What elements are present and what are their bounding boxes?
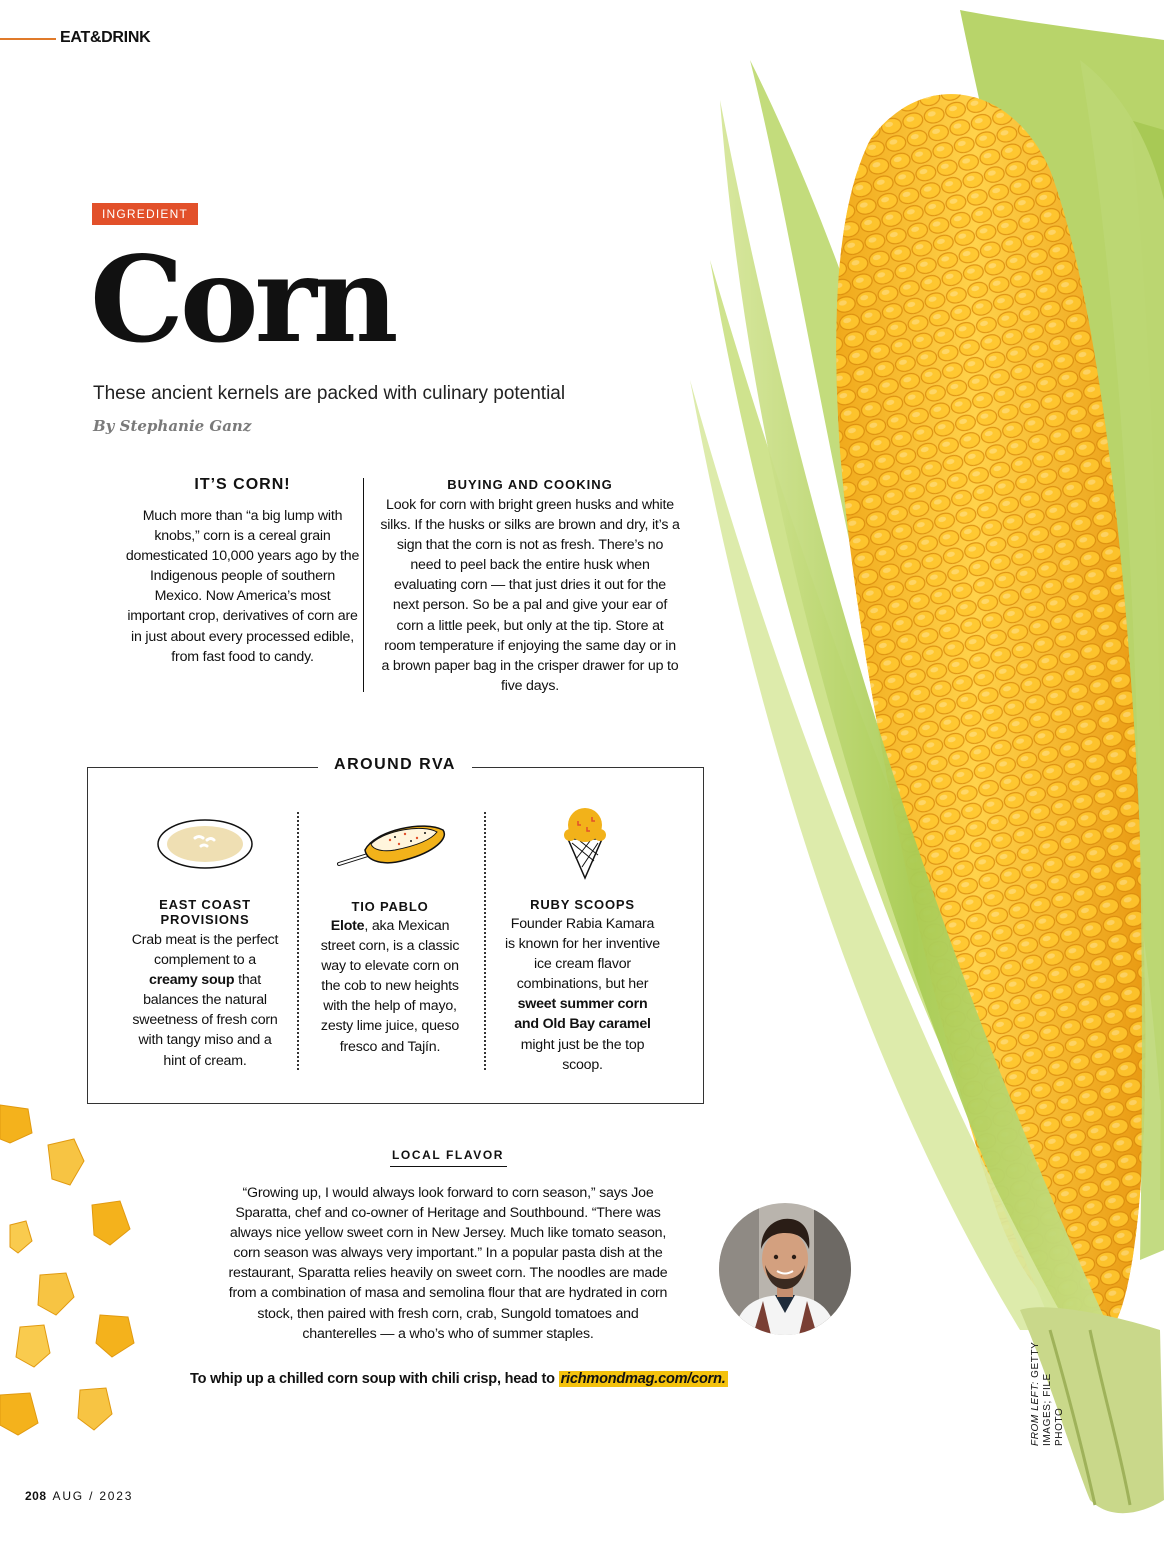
deck: These ancient kernels are packed with culinary potential xyxy=(93,383,566,404)
category-tag: INGREDIENT xyxy=(92,203,198,225)
chef-portrait-photo xyxy=(719,1203,851,1335)
byline: By Stephanie Ganz xyxy=(93,417,252,435)
venue-name-east-coast-provisions: EAST COAST PROVISIONS xyxy=(159,897,251,927)
headline: Corn xyxy=(90,230,395,369)
ice-cream-cone-icon xyxy=(560,803,610,880)
venue-body-east-coast-provisions: Crab meat is the perfect complement to a creamy soup that balances the natural sweetness of fresh corn with tangy miso and a hint of cream. xyxy=(131,932,279,1069)
column-heading-its-corn: IT’S CORN! xyxy=(194,476,291,493)
local-flavor-underline xyxy=(390,1166,507,1167)
around-rva-heading: AROUND RVA xyxy=(318,754,472,776)
column-heading-buying-cooking: BUYING AND COOKING xyxy=(447,477,613,492)
soup-bowl-icon xyxy=(155,818,255,873)
call-to-action: To whip up a chilled corn soup with chili crisp, head to richmondmag.com/corn. xyxy=(190,1371,726,1387)
photo-credit: FROM LEFT: GETTY IMAGES; FILE PHOTO xyxy=(1030,1341,1065,1446)
corn-kernels-photo xyxy=(0,1095,150,1475)
dotted-divider xyxy=(484,812,486,1070)
local-flavor-heading: LOCAL FLAVOR xyxy=(391,1148,505,1162)
column-body-its-corn: Much more than “a big lump with knobs,” corn is a cereal grain domesticated 10,000 years ago by the Indigenous people of southern Mexico. Now America’s most important crop, derivatives of corn are in just about every processed edible, from fast food to candy. xyxy=(125,508,360,665)
venue-name-tio-pablo: TIO PABLO xyxy=(351,899,429,914)
column-divider xyxy=(363,478,364,692)
folio xyxy=(25,1489,133,1503)
section-rule xyxy=(0,38,56,40)
venue-body-tio-pablo: Elote, aka Mexican street corn, is a classic way to elevate corn on the cob to new heights with the help of mayo, zesty lime juice, queso fresco and Tajín. xyxy=(320,918,460,1055)
issue-date: AUG / 2023 xyxy=(52,1489,134,1503)
section-label: EAT&DRINK xyxy=(60,29,151,46)
column-body-buying-cooking: Look for corn with bright green husks and white silks. If the husks or silks are brown and dry, it’s a sign that the corn is not as fresh. There’s no need to peel back the entire husk when evaluating corn — that just dries it out for the next person. So be a pal and give your ear of corn a little peek, but only at the tip. Store at room temperature if enjoying the same day or in a brown paper bag in the crisper drawer for up to five days. xyxy=(380,497,680,694)
elote-icon xyxy=(335,820,450,870)
dotted-divider xyxy=(297,812,299,1070)
recipe-link[interactable]: richmondmag.com/corn. xyxy=(560,1371,726,1387)
venue-body-ruby-scoops: Founder Rabia Kamara is known for her inventive ice cream flavor combinations, but her sweet summer corn and Old Bay caramel might just be the top scoop. xyxy=(505,916,660,1073)
page-number: 208 xyxy=(25,1489,47,1503)
local-flavor-quote: “Growing up, I would always look forward to corn season,” says Joe Sparatta, chef and co-owner of Heritage and Southbound. “There was always nice yellow sweet corn in New Jersey. Much like tomato season, corn season was always very important.” In a popular pasta dish at the restaurant, Sparatta relies heavily on sweet corn. The noodles are made from a combination of masa and semolina flour that are hydrated in corn stock, then paired with fresh corn, crab, Sungold tomatoes and chanterelles — a who’s who of summer staples. xyxy=(228,1185,668,1342)
venue-name-ruby-scoops: RUBY SCOOPS xyxy=(530,897,635,912)
